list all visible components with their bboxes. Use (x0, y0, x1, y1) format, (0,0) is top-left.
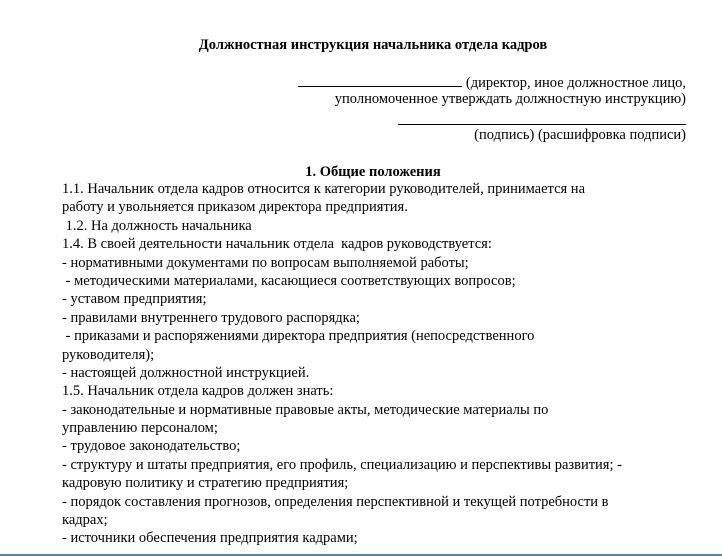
section-body (62, 180, 702, 548)
signature-blank-line (398, 124, 686, 125)
text-line: 1.1. Начальник отдела кадров относится к категории руководителей, принимается на (62, 181, 585, 197)
text-line: - структуру и штаты предприятия, его профиль, специализацию и перспективы развития; - (62, 456, 622, 473)
approval-line-1 (298, 72, 686, 92)
text-line: руководителя); (62, 346, 155, 363)
document-title: Должностная инструкция начальника отдела кадров (198, 37, 548, 53)
text-line: 1.4. В своей деятельности начальник отдела кадров руководствуется: (62, 236, 492, 253)
text-line: кадрах; (62, 512, 108, 529)
text-line: управлению персоналом; (62, 420, 218, 437)
text-line: - порядок составления прогнозов, определения перспективной и текущей потребности в (62, 493, 609, 510)
text-line: работу и увольняется приказом директора предприятия. (62, 199, 408, 216)
approval-line-1-text: (директор, иное должностное лицо, (462, 75, 686, 91)
text-line: - правилами внутреннего трудового распорядка; (62, 309, 360, 326)
text-line: 1.5. Начальник отдела кадров должен знать: (62, 383, 334, 400)
text-line: - нормативными документами по вопросам выполняемой работы; (62, 254, 469, 271)
text-line: - источники обеспечения предприятия кадрами; (62, 530, 358, 547)
text-line: - трудовое законодательство; (62, 438, 241, 455)
text-line: - настоящей должностной инструкцией. (62, 364, 310, 381)
approver-blank-line (298, 72, 462, 87)
approval-line-2: уполномоченное утверждать должностную инструкцию) (334, 91, 686, 107)
text-line: - методическими материалами, касающиеся соответствующих вопросов; (62, 272, 516, 289)
text-line: - уставом предприятия; (62, 291, 207, 308)
section-heading-general: 1. Общие положения (305, 164, 441, 180)
text-line: кадровую политику и стратегию предприятия; (62, 475, 349, 492)
text-line: - законодательные и нормативные правовые акты, методические материалы по (62, 401, 549, 418)
text-line: - приказами и распоряжениями директора предприятия (непосредственного (62, 328, 535, 345)
signature-caption: (подпись) (расшифровка подписи) (474, 127, 686, 143)
text-line: 1.2. На должность начальника (62, 217, 252, 234)
